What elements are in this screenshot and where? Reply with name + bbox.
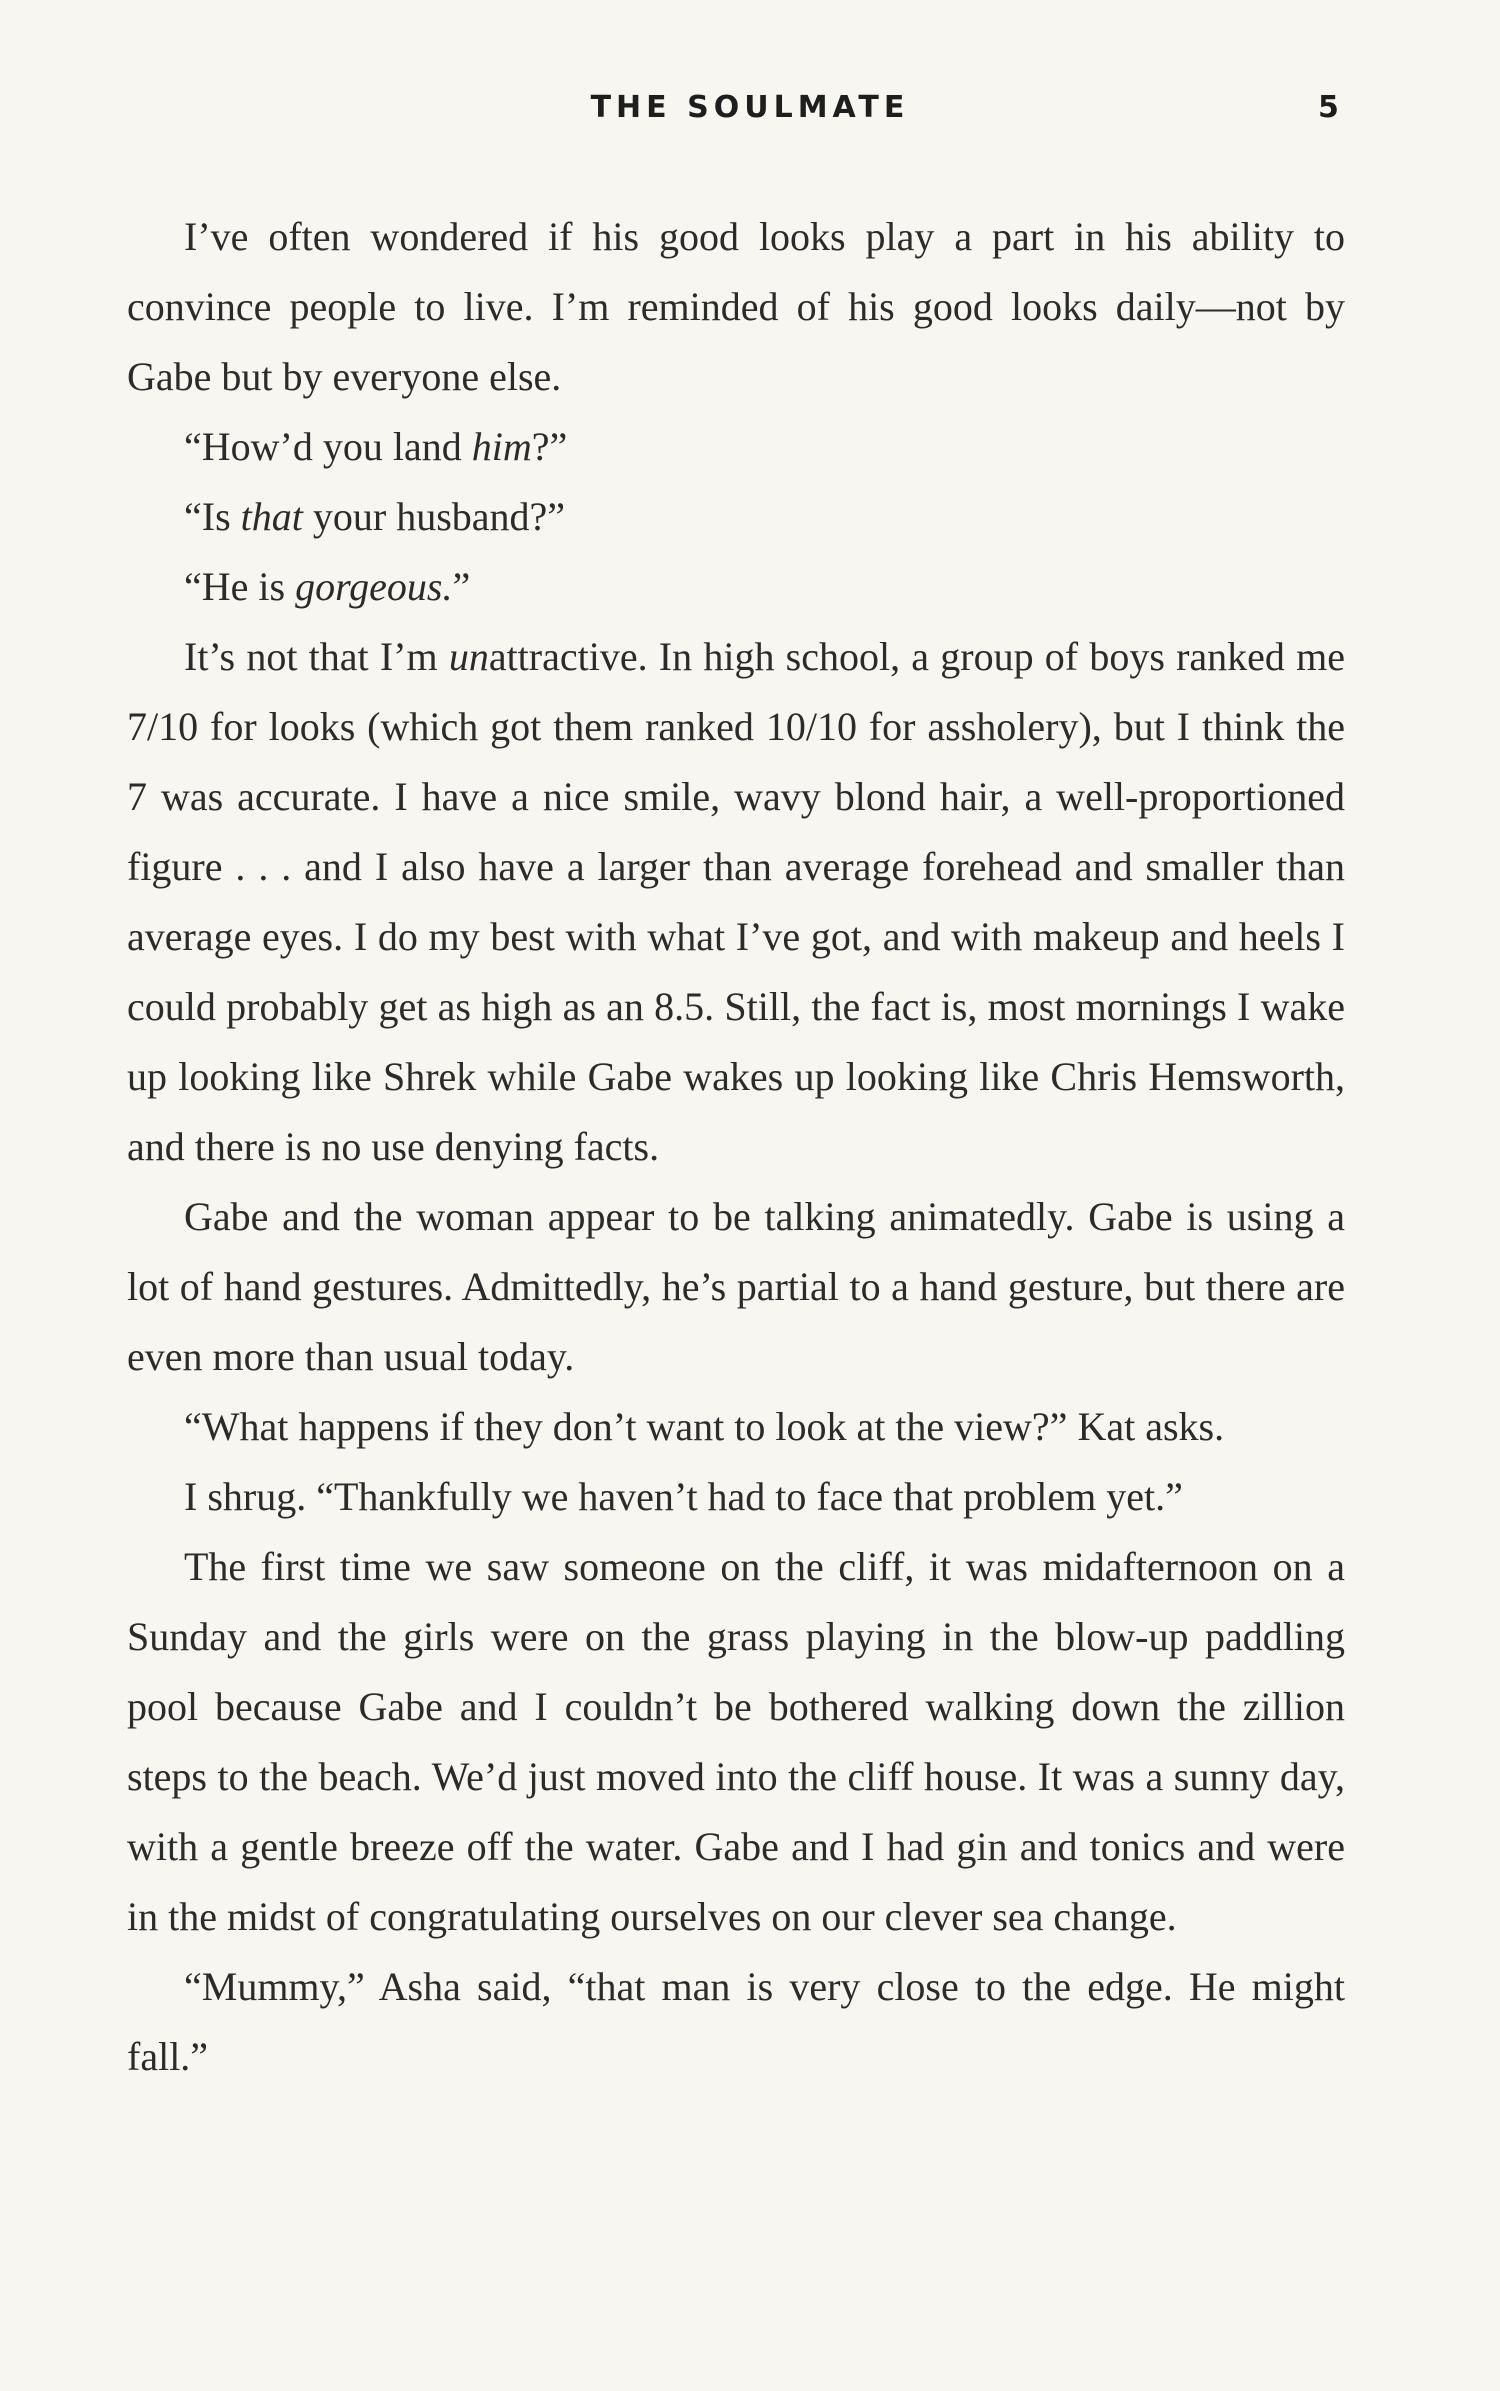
paragraph — [127, 1532, 1345, 1952]
text-run: “What happens if they don’t want to look at the view?” Kat asks. — [184, 1404, 1225, 1449]
text-run: The first time we saw someone on the cliff, it was midafternoon on a Sunday and the girls were on the grass playing in the blow-up paddling pool because Gabe and I couldn’t be bothered walking down the zillion steps to the beach. We’d just moved into the cliff house. It was a sunny day, with a gentle breeze off the water. Gabe and I had gin and tonics and were in the midst of congratulating ourselves on our clever sea change. — [127, 1544, 1345, 1939]
text-run: It’s not that I’m — [184, 634, 449, 679]
text-run: I shrug. “Thankfully we haven’t had to face that problem yet.” — [184, 1474, 1183, 1519]
book-title: THE SOULMATE — [590, 90, 910, 125]
text-run: “How’d you land — [184, 424, 472, 469]
paragraph — [127, 1182, 1345, 1392]
text-run: ?” — [531, 424, 568, 469]
text-run: “Mummy,” Asha said, “that man is very close to the edge. He might fall.” — [127, 1964, 1345, 2079]
paragraph — [127, 1952, 1345, 2092]
text-run: Gabe and the woman appear to be talking animatedly. Gabe is using a lot of hand gestures. Admittedly, he’s partial to a hand gesture, but there are even more than usual today. — [127, 1194, 1345, 1379]
text-run: your husband?” — [302, 494, 566, 539]
page-number: 5 — [1318, 90, 1339, 125]
body-text — [127, 202, 1345, 2092]
paragraph-dialogue — [127, 482, 1345, 552]
text-run: ” — [452, 564, 471, 609]
paragraph — [127, 1392, 1345, 1462]
paragraph — [127, 202, 1345, 412]
text-run: “Is — [184, 494, 241, 539]
paragraph — [127, 1462, 1345, 1532]
italic-text-run: gorgeous. — [295, 564, 453, 609]
text-run: I’ve often wondered if his good looks play a part in his ability to convince people to live. I’m reminded of his good looks daily—not by Gabe but by everyone else. — [127, 214, 1345, 399]
paragraph-dialogue — [127, 552, 1345, 622]
italic-text-run: him — [471, 424, 532, 469]
paragraph — [127, 622, 1345, 1182]
italic-text-run: un — [448, 634, 489, 679]
italic-text-run: that — [240, 494, 303, 539]
running-head — [0, 88, 1500, 128]
paragraph-dialogue — [127, 412, 1345, 482]
text-run: attractive. In high school, a group of boys ranked me 7/10 for looks (which got them ranked 10/10 for assholery), but I think the 7 was accurate. I have a nice smile, wavy blond hair, a well-proportioned figure . . . and I also have a larger than average forehead and smaller than average eyes. I do my best with what I’ve got, and with makeup and heels I could probably get as high as an 8.5. Still, the fact is, most mornings I wake up looking like Shrek while Gabe wakes up looking like Chris Hemsworth, and there is no use denying facts. — [127, 634, 1346, 1169]
text-run: “He is — [184, 564, 296, 609]
